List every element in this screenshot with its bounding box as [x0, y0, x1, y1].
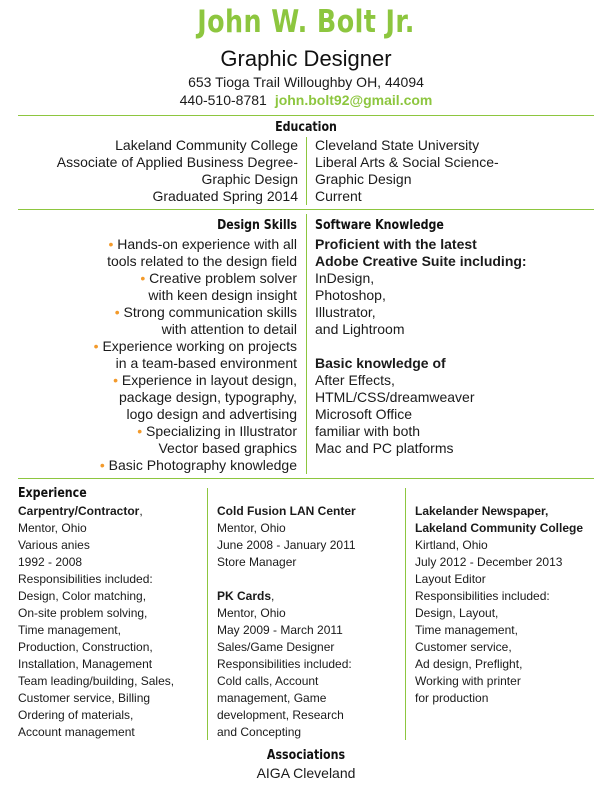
skill-line [94, 406, 297, 423]
skill-line-text: Specializing in Illustrator [146, 423, 297, 439]
education-heading: Education [275, 120, 337, 135]
experience-line [217, 656, 356, 673]
design-skills-list [94, 236, 297, 474]
skill-line [94, 355, 297, 372]
skill-line-text: tools related to the design field [107, 253, 297, 269]
experience-line-text: and Concepting [217, 725, 302, 739]
experience-column-3 [415, 503, 583, 707]
experience-line-text: Responsibilities included: [18, 572, 153, 586]
experience-line [217, 503, 356, 520]
experience-line [217, 673, 356, 690]
education-right-line [315, 154, 499, 171]
address: 653 Tioga Trail Willoughby OH, 44094 [188, 74, 424, 90]
education-left-line [57, 137, 298, 154]
experience-line [18, 622, 174, 639]
experience-line-text: Working with printer [415, 674, 521, 688]
education-left-line-text: Associate of Applied Business Degree- [56, 154, 298, 170]
experience-line-text: Installation, Management [18, 657, 153, 671]
bullet-icon: • [137, 423, 147, 439]
experience-line-text: On-site problem solving, [18, 606, 148, 620]
experience-line [415, 622, 583, 639]
experience-line [18, 673, 174, 690]
experience-line-text: Sales/Game Designer [217, 640, 335, 654]
experience-line [415, 571, 583, 588]
experience-line [415, 588, 583, 605]
software-list [315, 236, 527, 457]
education-divider [306, 137, 307, 205]
phone-number: 440-510-8781 [179, 92, 267, 108]
experience-line-text: Mentor, Ohio [217, 606, 286, 620]
experience-line [415, 503, 583, 520]
education-left-line [57, 188, 298, 205]
skill-line [94, 440, 297, 457]
experience-line-text: Time management, [415, 623, 518, 637]
experience-line [415, 554, 583, 571]
experience-line-text: Design, Color matching, [18, 589, 147, 603]
education-left-line-text: Graphic Design [201, 171, 298, 187]
skill-line [94, 270, 297, 287]
education-right-line-text: Cleveland State University [315, 137, 480, 153]
experience-line-text: Account management [18, 725, 135, 739]
experience-line-text: Layout Editor [415, 572, 486, 586]
skills-divider [306, 214, 307, 474]
software-line-text: Mac and PC platforms [315, 440, 454, 456]
software-line [315, 372, 527, 389]
software-line-text: Photoshop, [315, 287, 386, 303]
software-line-text: HTML/CSS/dreamweaver [315, 389, 475, 405]
experience-line-text: for production [415, 691, 489, 705]
education-left-line-text: Graduated Spring 2014 [152, 188, 298, 204]
experience-column-1 [18, 503, 174, 741]
software-line [315, 270, 527, 287]
experience-line-text: Various anies [18, 538, 90, 552]
skill-line-text: Vector based graphics [158, 440, 297, 456]
design-skills-heading: Design Skills [217, 218, 297, 233]
software-line [315, 389, 527, 406]
software-line-text: InDesign, [315, 270, 375, 286]
skill-line-text: Experience in layout design, [121, 372, 297, 388]
bullet-icon: • [113, 372, 122, 388]
software-line [315, 423, 527, 440]
bullet-icon: • [140, 270, 150, 286]
experience-line [217, 554, 356, 571]
experience-line-text: Production, Construction, [18, 640, 153, 654]
education-right-line-text: Current [315, 188, 362, 204]
bullet-icon: • [108, 236, 118, 252]
experience-line [415, 690, 583, 707]
experience-line-text: Cold calls, Account [217, 674, 319, 688]
experience-line-text: Kirtland, Ohio [415, 538, 488, 552]
software-line-text: After Effects, [315, 372, 395, 388]
software-line-text: Basic knowledge of [315, 355, 446, 371]
software-line [315, 236, 527, 253]
experience-line-text: Mentor, Ohio [18, 521, 87, 535]
email-link[interactable]: john.bolt92@gmail.com [274, 92, 433, 108]
education-right-line-text: Liberal Arts & Social Science- [315, 154, 499, 170]
experience-line [415, 656, 583, 673]
experience-line [18, 571, 174, 588]
software-line [315, 287, 527, 304]
experience-line-text: Responsibilities included: [217, 657, 352, 671]
experience-line [18, 588, 174, 605]
contact-line [0, 92, 612, 108]
skill-line [94, 287, 297, 304]
experience-line-text: management, Game [217, 691, 327, 705]
experience-line [217, 537, 356, 554]
experience-line [18, 520, 174, 537]
skill-line-text: in a team-based environment [115, 355, 297, 371]
software-line [315, 253, 527, 270]
experience-line [217, 707, 356, 724]
skill-line [94, 372, 297, 389]
experience-line [18, 707, 174, 724]
software-line-text: familiar with both [315, 423, 421, 439]
skill-line [94, 457, 297, 474]
skill-line [94, 423, 297, 440]
job-title: Graphic Designer [220, 46, 392, 71]
skill-line-text: Hands-on experience with all [117, 236, 297, 252]
experience-line-text: Carpentry/Contractor [18, 504, 140, 518]
skill-line [94, 389, 297, 406]
experience-line-text: Team leading/building, Sales, [18, 674, 175, 688]
education-right-line-text: Graphic Design [315, 171, 412, 187]
experience-line-text: Customer service, [415, 640, 512, 654]
software-line [315, 304, 527, 321]
skill-line-text: with keen design insight [148, 287, 297, 303]
experience-line-text: development, Research [217, 708, 344, 722]
experience-line [217, 622, 356, 639]
experience-line-suffix: , [139, 504, 143, 518]
experience-line [18, 656, 174, 673]
experience-line [217, 520, 356, 537]
experience-line-text: Responsibilities included: [415, 589, 550, 603]
experience-line [18, 690, 174, 707]
experience-line [18, 605, 174, 622]
software-line-text: Illustrator, [315, 304, 376, 320]
bullet-icon: • [99, 457, 109, 473]
software-line [315, 338, 527, 355]
experience-line [18, 724, 174, 741]
experience-line-text: Time management, [18, 623, 121, 637]
experience-line [18, 503, 174, 520]
education-right-line [315, 188, 499, 205]
experience-line [217, 639, 356, 656]
experience-line [217, 690, 356, 707]
bullet-icon: • [114, 304, 124, 320]
software-line [315, 355, 527, 372]
skill-line [94, 338, 297, 355]
skill-line-text: Creative problem solver [149, 270, 297, 286]
education-left-line [57, 171, 298, 188]
skill-line-text: Strong communication skills [123, 304, 297, 320]
education-left-line-text: Lakeland Community College [115, 137, 298, 153]
experience-line-text: May 2009 - March 2011 [217, 623, 343, 637]
software-line-text: Adobe Creative Suite including: [315, 253, 527, 269]
experience-divider-2 [405, 488, 406, 740]
experience-line-text: Design, Layout, [415, 606, 499, 620]
experience-column-2 [217, 503, 356, 741]
experience-line [217, 588, 356, 605]
experience-line [415, 673, 583, 690]
experience-line [217, 571, 356, 588]
experience-line-text: Lakelander Newspaper, [415, 504, 549, 518]
experience-line [217, 724, 356, 741]
experience-line [18, 554, 174, 571]
software-line-text: Proficient with the latest [315, 236, 477, 252]
skill-line-text: Basic Photography knowledge [108, 457, 297, 473]
education-right-line [315, 171, 499, 188]
software-line [315, 440, 527, 457]
experience-line [415, 537, 583, 554]
divider-top [18, 115, 594, 116]
skill-line-text: with attention to detail [161, 321, 297, 337]
experience-line-text: Lakeland Community College [415, 521, 584, 535]
experience-line-text: Mentor, Ohio [217, 521, 286, 535]
experience-heading: Experience [18, 486, 87, 501]
education-right [315, 137, 499, 205]
education-left [57, 137, 298, 205]
education-right-line [315, 137, 499, 154]
software-line-text: Microsoft Office [315, 406, 412, 422]
experience-line-text: June 2008 - January 2011 [217, 538, 356, 552]
associations-value: AIGA Cleveland [256, 765, 356, 781]
experience-line [18, 639, 174, 656]
experience-divider-1 [207, 488, 208, 740]
skill-line-text: package design, typography, [119, 389, 297, 405]
experience-line [415, 520, 583, 537]
software-line-text: and Lightroom [315, 321, 405, 337]
skill-line-text: Experience working on projects [102, 338, 297, 354]
experience-line [217, 605, 356, 622]
resume-name: John W. Bolt Jr. [197, 4, 415, 40]
skill-line [94, 253, 297, 270]
skill-line [94, 321, 297, 338]
experience-line-text: PK Cards [217, 589, 272, 603]
experience-line [415, 605, 583, 622]
education-left-line [57, 154, 298, 171]
experience-line-text: Customer service, Billing [18, 691, 151, 705]
experience-line-text: Ad design, Preflight, [415, 657, 523, 671]
skill-line [94, 304, 297, 321]
experience-line-suffix: , [271, 589, 275, 603]
experience-line [18, 537, 174, 554]
experience-line-text: July 2012 - December 2013 [415, 555, 563, 569]
software-line [315, 406, 527, 423]
experience-line-text: Store Manager [217, 555, 297, 569]
bullet-icon: • [93, 338, 103, 354]
experience-line-text: 1992 - 2008 [18, 555, 83, 569]
software-heading: Software Knowledge [315, 218, 444, 233]
experience-line [415, 639, 583, 656]
software-line [315, 321, 527, 338]
divider-bottom [18, 478, 594, 479]
experience-line-text: Cold Fusion LAN Center [217, 504, 356, 518]
skill-line-text: logo design and advertising [126, 406, 297, 422]
experience-line-text: Ordering of materials, [18, 708, 134, 722]
skill-line [94, 236, 297, 253]
divider-mid [18, 209, 594, 210]
associations-heading: Associations [266, 748, 346, 763]
